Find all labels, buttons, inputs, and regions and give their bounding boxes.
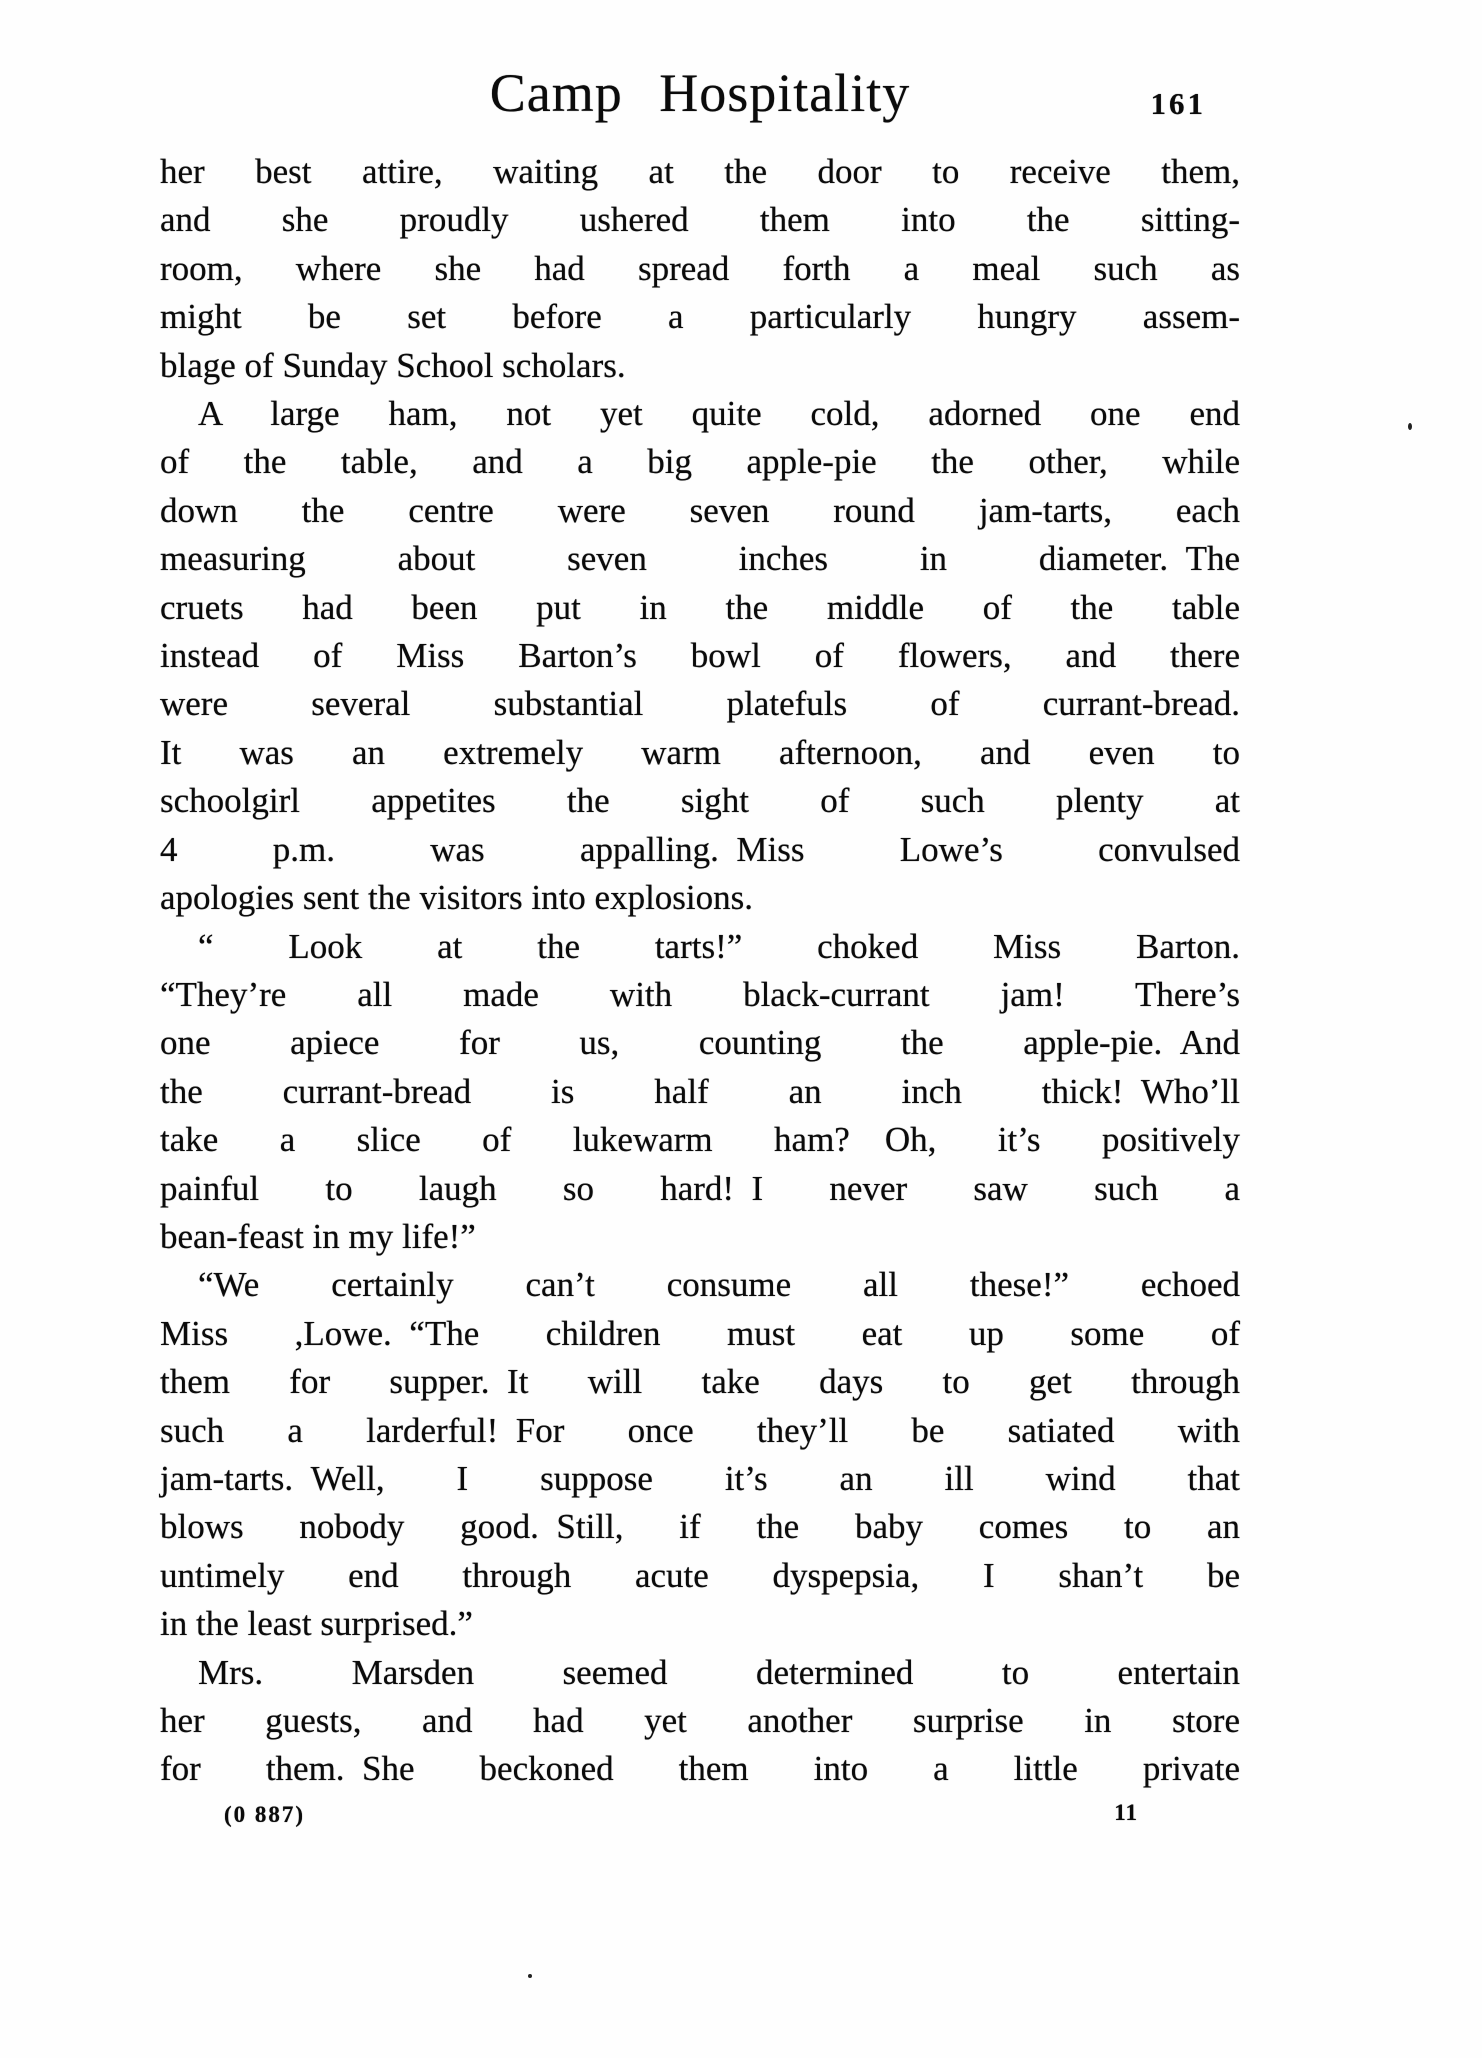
- text-line: jam-tarts. Well, I suppose it’s an ill wind that: [160, 1458, 1240, 1498]
- text-line: room, where she had spread forth a meal such as: [160, 248, 1240, 288]
- paragraph: [160, 148, 1240, 390]
- text-line: take a slice of lukewarm ham? Oh, it’s positively: [160, 1120, 1240, 1160]
- text-line: Mrs. Marsden seemed determined to entertain: [198, 1652, 1240, 1692]
- paragraph: [160, 390, 1240, 922]
- scan-speck: [1408, 423, 1412, 430]
- text-line: for them. She beckoned them into a little private: [160, 1749, 1240, 1789]
- text-line: painful to laugh so hard! I never saw such a: [160, 1168, 1240, 1208]
- text-line: measuring about seven inches in diameter. The: [160, 539, 1240, 579]
- page-number: 161: [1150, 86, 1206, 121]
- text-line: in the least surprised.”: [160, 1604, 473, 1644]
- paragraph: [160, 923, 1240, 1262]
- text-line: 4 p.m. was appalling. Miss Lowe’s convulsed: [160, 829, 1240, 869]
- quire-number: 11: [1114, 1799, 1138, 1825]
- text-line: Miss ,Lowe. “The children must eat up some of: [160, 1313, 1240, 1353]
- text-line: such a larderful! For once they’ll be satiated with: [160, 1410, 1240, 1450]
- printer-signature: (0 887): [224, 1801, 306, 1827]
- chapter-title: Camp Hospitality: [489, 63, 911, 123]
- text-line: cruets had been put in the middle of the table: [160, 587, 1240, 627]
- text-line: bean-feast in my life!”: [160, 1216, 476, 1256]
- text-line: down the centre were seven round jam-tarts, each: [160, 490, 1240, 530]
- paragraph: [160, 1649, 1240, 1794]
- text-line: “We certainly can’t consume all these!” echoed: [198, 1265, 1240, 1305]
- text-line: blows nobody good. Still, if the baby comes to an: [160, 1507, 1240, 1547]
- text-line: “ Look at the tarts!” choked Miss Barton.: [198, 926, 1240, 966]
- text-line: “They’re all made with black-currant jam! There’s: [160, 974, 1240, 1014]
- text-line: the currant-bread is half an inch thick! Who’ll: [160, 1071, 1240, 1111]
- text-line: It was an extremely warm afternoon, and even to: [160, 732, 1240, 772]
- text-line: one apiece for us, counting the apple-pie. And: [160, 1023, 1240, 1063]
- page-footer: [160, 1799, 1240, 1836]
- text-line: were several substantial platefuls of currant-bread.: [160, 684, 1240, 724]
- text-line: of the table, and a big apple-pie the other, while: [160, 442, 1240, 482]
- page-header: [160, 64, 1240, 126]
- text-block: [160, 64, 1240, 1836]
- body-text: [160, 148, 1240, 1794]
- text-line: might be set before a particularly hungry assem-: [160, 297, 1240, 337]
- text-line: blage of Sunday School scholars.: [160, 345, 626, 385]
- text-line: them for supper. It will take days to get through: [160, 1362, 1240, 1402]
- scan-speck: [528, 1974, 532, 1978]
- paragraph: [160, 1261, 1240, 1648]
- text-line: her guests, and had yet another surprise in store: [160, 1701, 1240, 1740]
- text-line: untimely end through acute dyspepsia, I shan’t be: [160, 1555, 1240, 1595]
- text-line: A large ham, not yet quite cold, adorned one end: [198, 394, 1240, 434]
- text-line: apologies sent the visitors into explosions.: [160, 878, 754, 918]
- text-line: her best attire, waiting at the door to receive them,: [160, 152, 1240, 191]
- text-line: instead of Miss Barton’s bowl of flowers, and there: [160, 636, 1240, 676]
- text-line: schoolgirl appetites the sight of such plenty at: [160, 781, 1240, 821]
- text-line: and she proudly ushered them into the sitting-: [160, 200, 1240, 240]
